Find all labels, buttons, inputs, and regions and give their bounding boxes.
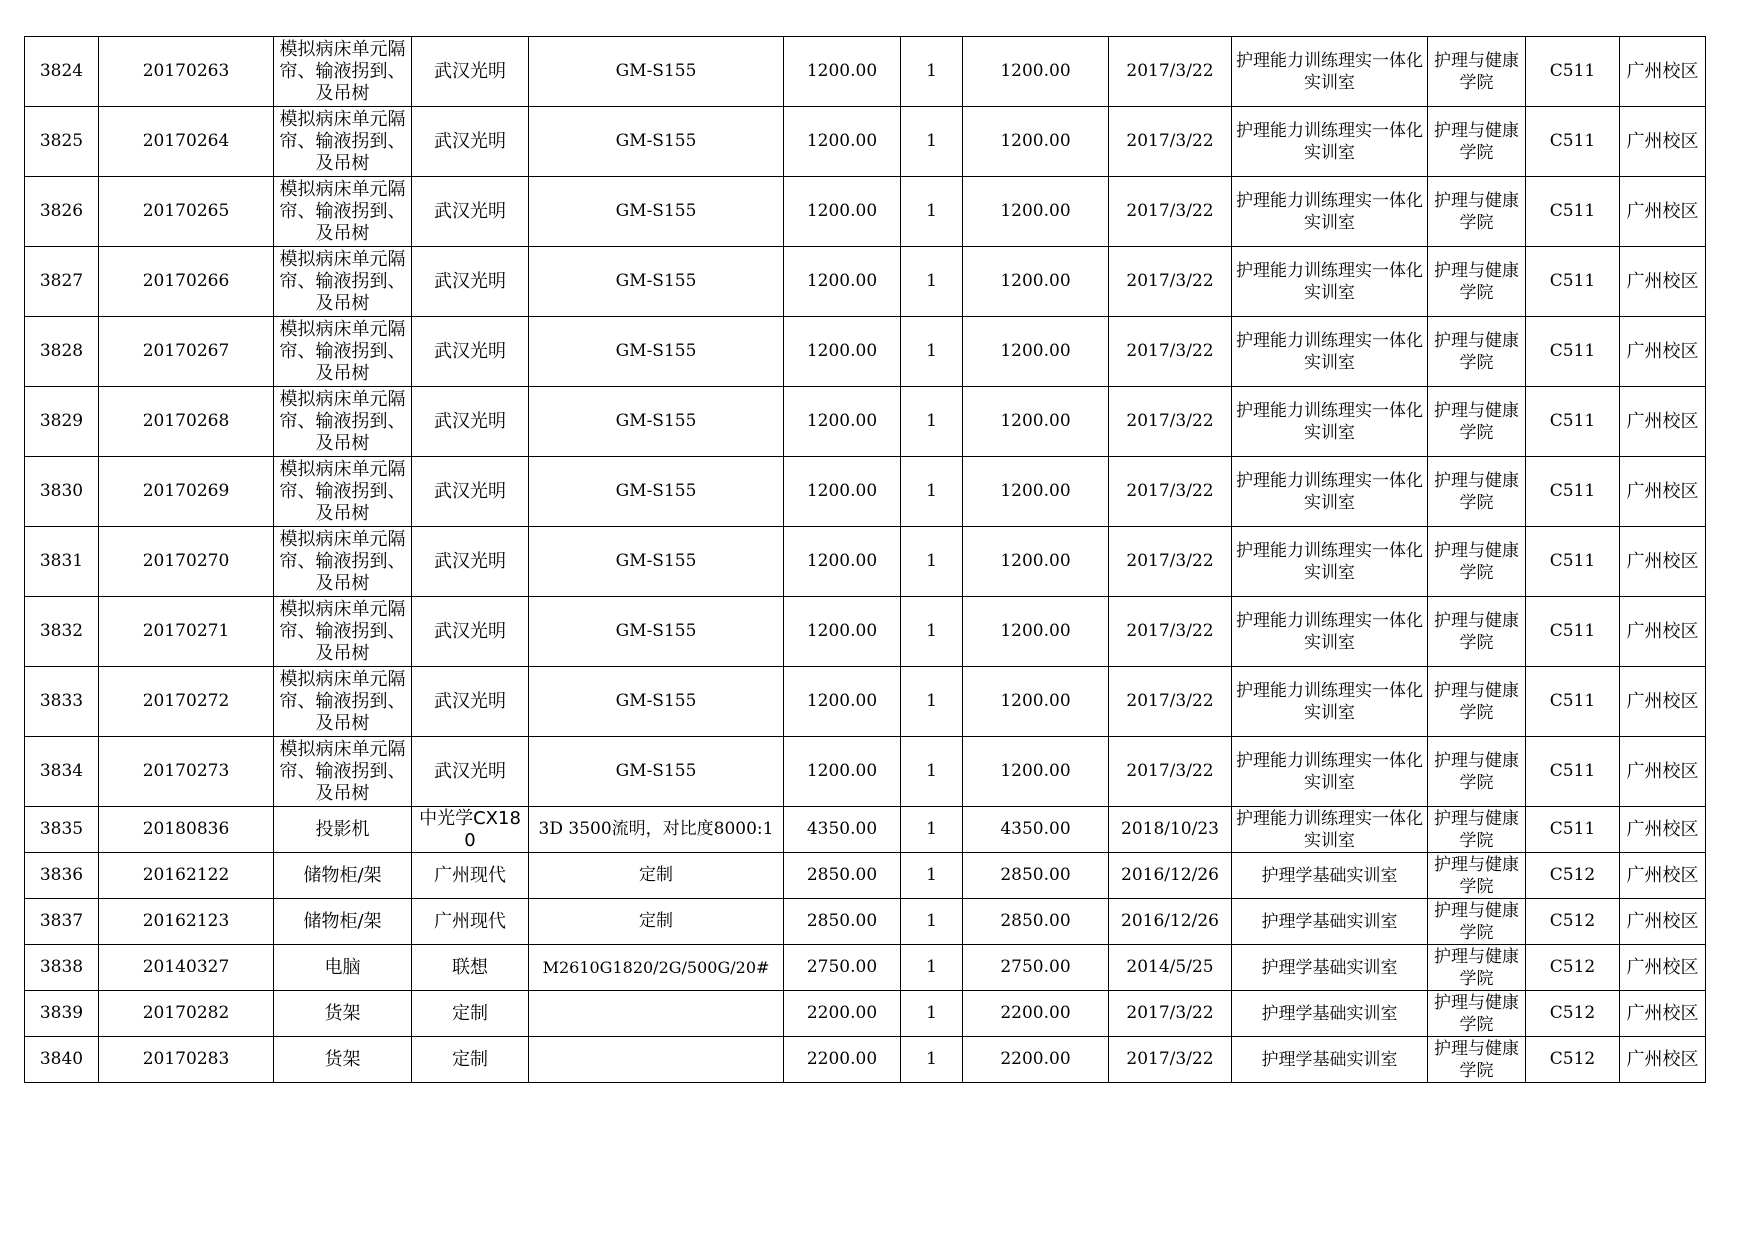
cell-lab-name: 护理能力训练理实一体化实训室 xyxy=(1232,457,1428,527)
cell-equipment-name: 模拟病床单元隔帘、输液拐到、及吊树 xyxy=(274,177,412,247)
cell-room: C511 xyxy=(1526,597,1620,667)
cell-department: 护理与健康学院 xyxy=(1428,807,1526,853)
cell-campus: 广州校区 xyxy=(1620,1037,1706,1083)
cell-purchase-date: 2017/3/22 xyxy=(1109,667,1232,737)
cell-unit-price: 1200.00 xyxy=(784,177,901,247)
cell-quantity: 1 xyxy=(901,899,963,945)
table-row xyxy=(25,945,1706,991)
cell-unit-price: 2850.00 xyxy=(784,899,901,945)
cell-total-amount: 2850.00 xyxy=(963,853,1109,899)
cell-lab-name: 护理能力训练理实一体化实训室 xyxy=(1232,667,1428,737)
cell-department: 护理与健康学院 xyxy=(1428,37,1526,107)
cell-equipment-name: 模拟病床单元隔帘、输液拐到、及吊树 xyxy=(274,107,412,177)
cell-seq: 3825 xyxy=(25,107,99,177)
cell-quantity: 1 xyxy=(901,527,963,597)
cell-seq: 3829 xyxy=(25,387,99,457)
cell-seq: 3840 xyxy=(25,1037,99,1083)
cell-brand: 武汉光明 xyxy=(412,177,529,247)
cell-total-amount: 2850.00 xyxy=(963,899,1109,945)
cell-model-spec: GM-S155 xyxy=(529,107,784,177)
inventory-table xyxy=(24,36,1706,1083)
cell-unit-price: 1200.00 xyxy=(784,37,901,107)
cell-campus: 广州校区 xyxy=(1620,991,1706,1037)
cell-lab-name: 护理能力训练理实一体化实训室 xyxy=(1232,527,1428,597)
cell-campus: 广州校区 xyxy=(1620,387,1706,457)
table-row xyxy=(25,853,1706,899)
cell-campus: 广州校区 xyxy=(1620,667,1706,737)
cell-brand: 武汉光明 xyxy=(412,737,529,807)
cell-department: 护理与健康学院 xyxy=(1428,457,1526,527)
cell-brand: 定制 xyxy=(412,1037,529,1083)
cell-seq: 3831 xyxy=(25,527,99,597)
cell-department: 护理与健康学院 xyxy=(1428,945,1526,991)
cell-equipment-name: 货架 xyxy=(274,991,412,1037)
cell-room: C512 xyxy=(1526,991,1620,1037)
cell-purchase-date: 2017/3/22 xyxy=(1109,387,1232,457)
cell-asset-code: 20170271 xyxy=(99,597,274,667)
cell-equipment-name: 模拟病床单元隔帘、输液拐到、及吊树 xyxy=(274,527,412,597)
cell-quantity: 1 xyxy=(901,37,963,107)
cell-room: C511 xyxy=(1526,667,1620,737)
cell-asset-code: 20162123 xyxy=(99,899,274,945)
cell-asset-code: 20140327 xyxy=(99,945,274,991)
cell-total-amount: 1200.00 xyxy=(963,37,1109,107)
cell-model-spec xyxy=(529,991,784,1037)
cell-campus: 广州校区 xyxy=(1620,853,1706,899)
cell-model-spec: GM-S155 xyxy=(529,317,784,387)
cell-brand: 武汉光明 xyxy=(412,667,529,737)
cell-brand: 武汉光明 xyxy=(412,597,529,667)
cell-quantity: 1 xyxy=(901,991,963,1037)
cell-quantity: 1 xyxy=(901,667,963,737)
cell-campus: 广州校区 xyxy=(1620,317,1706,387)
cell-unit-price: 1200.00 xyxy=(784,457,901,527)
cell-department: 护理与健康学院 xyxy=(1428,667,1526,737)
cell-model-spec: GM-S155 xyxy=(529,177,784,247)
cell-total-amount: 1200.00 xyxy=(963,107,1109,177)
table-row xyxy=(25,317,1706,387)
cell-asset-code: 20170265 xyxy=(99,177,274,247)
cell-seq: 3826 xyxy=(25,177,99,247)
cell-equipment-name: 货架 xyxy=(274,1037,412,1083)
cell-model-spec: GM-S155 xyxy=(529,387,784,457)
cell-lab-name: 护理学基础实训室 xyxy=(1232,991,1428,1037)
cell-department: 护理与健康学院 xyxy=(1428,899,1526,945)
cell-purchase-date: 2017/3/22 xyxy=(1109,1037,1232,1083)
cell-brand: 联想 xyxy=(412,945,529,991)
cell-room: C511 xyxy=(1526,37,1620,107)
cell-equipment-name: 模拟病床单元隔帘、输液拐到、及吊树 xyxy=(274,247,412,317)
cell-total-amount: 1200.00 xyxy=(963,527,1109,597)
cell-model-spec: 定制 xyxy=(529,853,784,899)
cell-lab-name: 护理能力训练理实一体化实训室 xyxy=(1232,737,1428,807)
cell-purchase-date: 2016/12/26 xyxy=(1109,853,1232,899)
cell-asset-code: 20162122 xyxy=(99,853,274,899)
cell-lab-name: 护理能力训练理实一体化实训室 xyxy=(1232,807,1428,853)
cell-purchase-date: 2017/3/22 xyxy=(1109,107,1232,177)
cell-unit-price: 2750.00 xyxy=(784,945,901,991)
cell-brand: 武汉光明 xyxy=(412,527,529,597)
cell-campus: 广州校区 xyxy=(1620,807,1706,853)
cell-unit-price: 2200.00 xyxy=(784,991,901,1037)
cell-lab-name: 护理学基础实训室 xyxy=(1232,1037,1428,1083)
cell-total-amount: 2200.00 xyxy=(963,991,1109,1037)
cell-purchase-date: 2017/3/22 xyxy=(1109,37,1232,107)
table-row xyxy=(25,177,1706,247)
cell-unit-price: 1200.00 xyxy=(784,527,901,597)
cell-campus: 广州校区 xyxy=(1620,247,1706,317)
cell-department: 护理与健康学院 xyxy=(1428,107,1526,177)
cell-seq: 3837 xyxy=(25,899,99,945)
cell-asset-code: 20170272 xyxy=(99,667,274,737)
cell-department: 护理与健康学院 xyxy=(1428,527,1526,597)
cell-seq: 3833 xyxy=(25,667,99,737)
cell-brand: 武汉光明 xyxy=(412,37,529,107)
cell-asset-code: 20170268 xyxy=(99,387,274,457)
cell-purchase-date: 2016/12/26 xyxy=(1109,899,1232,945)
table-row xyxy=(25,527,1706,597)
cell-department: 护理与健康学院 xyxy=(1428,597,1526,667)
cell-room: C512 xyxy=(1526,945,1620,991)
cell-asset-code: 20170283 xyxy=(99,1037,274,1083)
cell-seq: 3835 xyxy=(25,807,99,853)
cell-total-amount: 1200.00 xyxy=(963,737,1109,807)
cell-department: 护理与健康学院 xyxy=(1428,853,1526,899)
cell-room: C511 xyxy=(1526,807,1620,853)
cell-purchase-date: 2017/3/22 xyxy=(1109,457,1232,527)
cell-department: 护理与健康学院 xyxy=(1428,317,1526,387)
cell-total-amount: 1200.00 xyxy=(963,247,1109,317)
table-row xyxy=(25,597,1706,667)
cell-purchase-date: 2017/3/22 xyxy=(1109,991,1232,1037)
cell-department: 护理与健康学院 xyxy=(1428,1037,1526,1083)
cell-purchase-date: 2017/3/22 xyxy=(1109,247,1232,317)
cell-quantity: 1 xyxy=(901,247,963,317)
cell-asset-code: 20170270 xyxy=(99,527,274,597)
table-row xyxy=(25,991,1706,1037)
table-row xyxy=(25,457,1706,527)
cell-department: 护理与健康学院 xyxy=(1428,247,1526,317)
cell-lab-name: 护理能力训练理实一体化实训室 xyxy=(1232,387,1428,457)
cell-asset-code: 20170273 xyxy=(99,737,274,807)
cell-seq: 3830 xyxy=(25,457,99,527)
table-body xyxy=(25,37,1706,1083)
cell-seq: 3838 xyxy=(25,945,99,991)
table-row xyxy=(25,737,1706,807)
cell-lab-name: 护理能力训练理实一体化实训室 xyxy=(1232,247,1428,317)
cell-unit-price: 1200.00 xyxy=(784,247,901,317)
cell-equipment-name: 储物柜/架 xyxy=(274,899,412,945)
cell-unit-price: 1200.00 xyxy=(784,597,901,667)
cell-model-spec: 定制 xyxy=(529,899,784,945)
cell-room: C511 xyxy=(1526,317,1620,387)
cell-model-spec: GM-S155 xyxy=(529,597,784,667)
cell-total-amount: 1200.00 xyxy=(963,387,1109,457)
cell-model-spec: GM-S155 xyxy=(529,667,784,737)
cell-campus: 广州校区 xyxy=(1620,945,1706,991)
cell-campus: 广州校区 xyxy=(1620,107,1706,177)
cell-quantity: 1 xyxy=(901,387,963,457)
cell-quantity: 1 xyxy=(901,807,963,853)
cell-equipment-name: 模拟病床单元隔帘、输液拐到、及吊树 xyxy=(274,737,412,807)
cell-total-amount: 2750.00 xyxy=(963,945,1109,991)
cell-brand: 武汉光明 xyxy=(412,387,529,457)
table-row xyxy=(25,107,1706,177)
cell-purchase-date: 2017/3/22 xyxy=(1109,527,1232,597)
cell-lab-name: 护理学基础实训室 xyxy=(1232,945,1428,991)
cell-model-spec: GM-S155 xyxy=(529,37,784,107)
table-row xyxy=(25,667,1706,737)
cell-equipment-name: 模拟病床单元隔帘、输液拐到、及吊树 xyxy=(274,597,412,667)
cell-seq: 3839 xyxy=(25,991,99,1037)
cell-lab-name: 护理能力训练理实一体化实训室 xyxy=(1232,317,1428,387)
cell-quantity: 1 xyxy=(901,853,963,899)
cell-quantity: 1 xyxy=(901,945,963,991)
table-row xyxy=(25,37,1706,107)
cell-purchase-date: 2017/3/22 xyxy=(1109,177,1232,247)
cell-room: C511 xyxy=(1526,387,1620,457)
cell-asset-code: 20170263 xyxy=(99,37,274,107)
cell-seq: 3832 xyxy=(25,597,99,667)
cell-department: 护理与健康学院 xyxy=(1428,387,1526,457)
cell-campus: 广州校区 xyxy=(1620,37,1706,107)
table-row xyxy=(25,247,1706,317)
cell-quantity: 1 xyxy=(901,177,963,247)
cell-campus: 广州校区 xyxy=(1620,597,1706,667)
cell-equipment-name: 电脑 xyxy=(274,945,412,991)
cell-seq: 3834 xyxy=(25,737,99,807)
cell-lab-name: 护理学基础实训室 xyxy=(1232,853,1428,899)
cell-room: C512 xyxy=(1526,1037,1620,1083)
cell-brand: 武汉光明 xyxy=(412,107,529,177)
cell-asset-code: 20170269 xyxy=(99,457,274,527)
cell-seq: 3824 xyxy=(25,37,99,107)
cell-asset-code: 20170264 xyxy=(99,107,274,177)
cell-total-amount: 1200.00 xyxy=(963,667,1109,737)
cell-unit-price: 2200.00 xyxy=(784,1037,901,1083)
cell-room: C511 xyxy=(1526,457,1620,527)
cell-seq: 3827 xyxy=(25,247,99,317)
cell-equipment-name: 模拟病床单元隔帘、输液拐到、及吊树 xyxy=(274,457,412,527)
cell-total-amount: 1200.00 xyxy=(963,177,1109,247)
cell-lab-name: 护理能力训练理实一体化实训室 xyxy=(1232,177,1428,247)
cell-lab-name: 护理能力训练理实一体化实训室 xyxy=(1232,597,1428,667)
table-row xyxy=(25,387,1706,457)
cell-quantity: 1 xyxy=(901,1037,963,1083)
cell-campus: 广州校区 xyxy=(1620,527,1706,597)
cell-seq: 3828 xyxy=(25,317,99,387)
cell-quantity: 1 xyxy=(901,317,963,387)
cell-asset-code: 20170267 xyxy=(99,317,274,387)
table-row xyxy=(25,807,1706,853)
cell-asset-code: 20170282 xyxy=(99,991,274,1037)
cell-model-spec: GM-S155 xyxy=(529,737,784,807)
cell-campus: 广州校区 xyxy=(1620,177,1706,247)
cell-unit-price: 1200.00 xyxy=(784,737,901,807)
cell-equipment-name: 模拟病床单元隔帘、输液拐到、及吊树 xyxy=(274,387,412,457)
cell-seq: 3836 xyxy=(25,853,99,899)
cell-quantity: 1 xyxy=(901,457,963,527)
cell-purchase-date: 2018/10/23 xyxy=(1109,807,1232,853)
cell-quantity: 1 xyxy=(901,737,963,807)
cell-brand: 中光学CX180 xyxy=(412,807,529,853)
cell-equipment-name: 模拟病床单元隔帘、输液拐到、及吊树 xyxy=(274,317,412,387)
cell-department: 护理与健康学院 xyxy=(1428,737,1526,807)
cell-model-spec: 3D 3500流明，对比度8000:1 xyxy=(529,807,784,853)
cell-unit-price: 1200.00 xyxy=(784,107,901,177)
cell-model-spec xyxy=(529,1037,784,1083)
cell-room: C512 xyxy=(1526,899,1620,945)
cell-total-amount: 1200.00 xyxy=(963,317,1109,387)
cell-room: C512 xyxy=(1526,853,1620,899)
cell-room: C511 xyxy=(1526,737,1620,807)
cell-total-amount: 2200.00 xyxy=(963,1037,1109,1083)
cell-model-spec: M2610G1820/2G/500G/20# xyxy=(529,945,784,991)
cell-asset-code: 20180836 xyxy=(99,807,274,853)
cell-purchase-date: 2017/3/22 xyxy=(1109,737,1232,807)
cell-equipment-name: 模拟病床单元隔帘、输液拐到、及吊树 xyxy=(274,37,412,107)
cell-unit-price: 1200.00 xyxy=(784,667,901,737)
cell-room: C511 xyxy=(1526,247,1620,317)
cell-total-amount: 1200.00 xyxy=(963,597,1109,667)
cell-brand: 武汉光明 xyxy=(412,247,529,317)
cell-campus: 广州校区 xyxy=(1620,899,1706,945)
cell-asset-code: 20170266 xyxy=(99,247,274,317)
cell-purchase-date: 2017/3/22 xyxy=(1109,597,1232,667)
cell-unit-price: 1200.00 xyxy=(784,387,901,457)
cell-lab-name: 护理能力训练理实一体化实训室 xyxy=(1232,107,1428,177)
cell-unit-price: 2850.00 xyxy=(784,853,901,899)
table-row xyxy=(25,899,1706,945)
cell-total-amount: 4350.00 xyxy=(963,807,1109,853)
cell-equipment-name: 投影机 xyxy=(274,807,412,853)
cell-model-spec: GM-S155 xyxy=(529,457,784,527)
cell-brand: 武汉光明 xyxy=(412,457,529,527)
cell-model-spec: GM-S155 xyxy=(529,527,784,597)
cell-room: C511 xyxy=(1526,177,1620,247)
cell-campus: 广州校区 xyxy=(1620,457,1706,527)
cell-department: 护理与健康学院 xyxy=(1428,177,1526,247)
cell-lab-name: 护理能力训练理实一体化实训室 xyxy=(1232,37,1428,107)
cell-model-spec: GM-S155 xyxy=(529,247,784,317)
cell-purchase-date: 2014/5/25 xyxy=(1109,945,1232,991)
cell-quantity: 1 xyxy=(901,597,963,667)
cell-quantity: 1 xyxy=(901,107,963,177)
table-row xyxy=(25,1037,1706,1083)
cell-unit-price: 4350.00 xyxy=(784,807,901,853)
cell-brand: 武汉光明 xyxy=(412,317,529,387)
cell-purchase-date: 2017/3/22 xyxy=(1109,317,1232,387)
cell-lab-name: 护理学基础实训室 xyxy=(1232,899,1428,945)
cell-department: 护理与健康学院 xyxy=(1428,991,1526,1037)
cell-equipment-name: 储物柜/架 xyxy=(274,853,412,899)
cell-total-amount: 1200.00 xyxy=(963,457,1109,527)
cell-equipment-name: 模拟病床单元隔帘、输液拐到、及吊树 xyxy=(274,667,412,737)
cell-room: C511 xyxy=(1526,107,1620,177)
cell-unit-price: 1200.00 xyxy=(784,317,901,387)
cell-brand: 广州现代 xyxy=(412,899,529,945)
cell-brand: 定制 xyxy=(412,991,529,1037)
cell-brand: 广州现代 xyxy=(412,853,529,899)
cell-room: C511 xyxy=(1526,527,1620,597)
cell-campus: 广州校区 xyxy=(1620,737,1706,807)
